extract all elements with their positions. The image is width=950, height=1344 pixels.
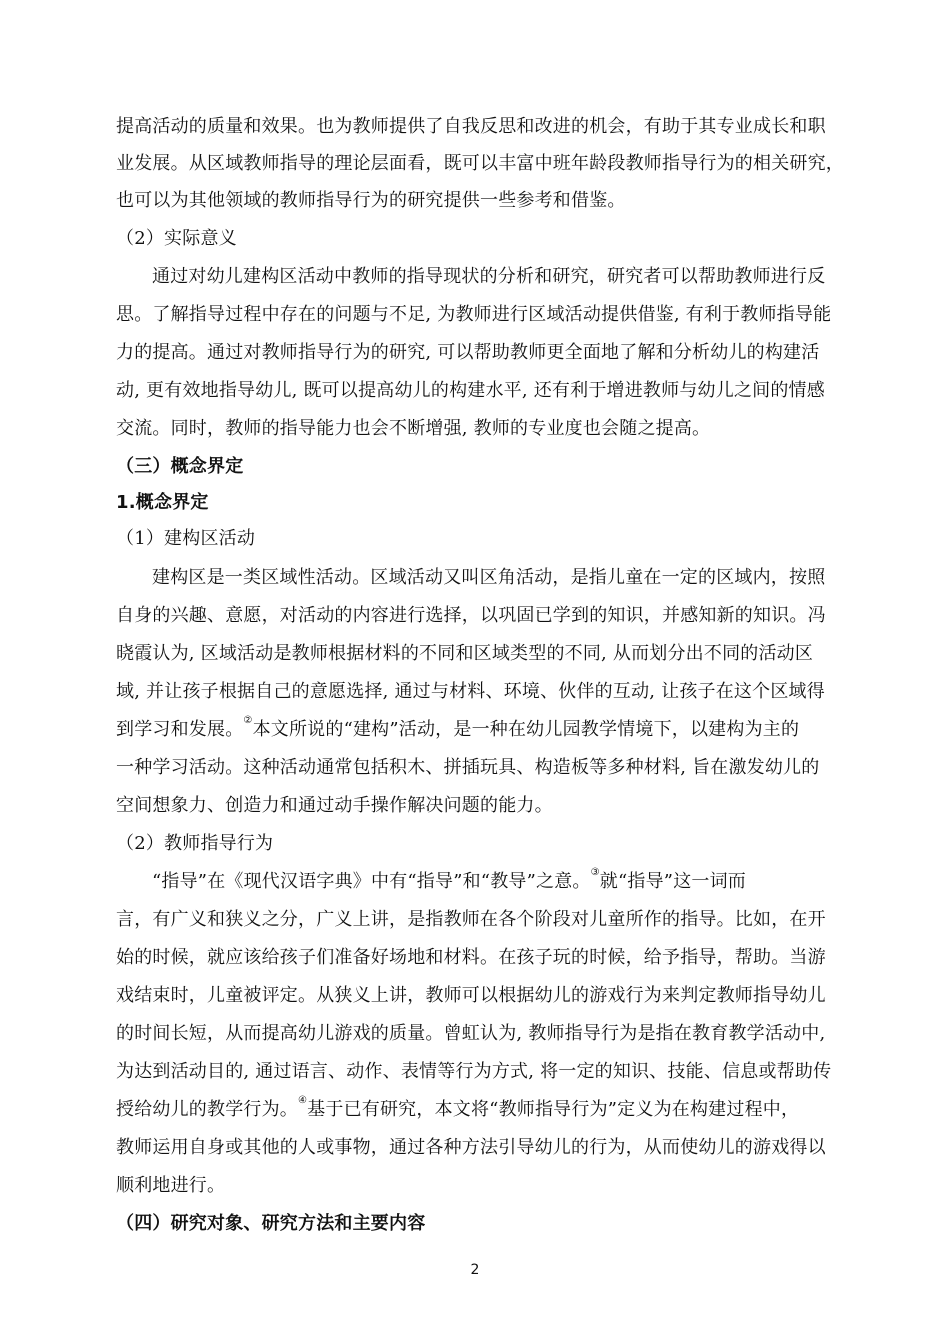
para4-line4: 戏结束时，儿童被评定。从狭义上讲，教师可以根据幼儿的游戏行为来判定教师指导幼儿 <box>116 985 826 1006</box>
para4-line5: 的时间长短，从而提高幼儿游戏的质量。曾虹认为, 教师指导行为是指在教育教学活动中, <box>116 1023 826 1044</box>
para3-line1: 建构区是一类区域性活动。区域活动又叫区角活动，是指儿童在一定的区域内，按照 <box>152 567 826 588</box>
para2-line1: 通过对幼儿建构区活动中教师的指导现状的分析和研究，研究者可以帮助教师进行反 <box>152 266 826 287</box>
para3-line4: 域, 并让孩子根据自己的意愿选择, 通过与材料、环境、伙伴的互动, 让孩子在这个区域得 <box>116 681 825 702</box>
practical-heading: （2）实际意义 <box>116 228 237 249</box>
para4-line3: 始的时候，就应该给孩子们准备好场地和材料。在孩子玩的时候，给予指导，帮助。当游 <box>116 947 826 968</box>
para2-line3: 力的提高。通过对教师指导行为的研究, 可以帮助教师更全面地了解和分析幼儿的构建活 <box>116 342 820 363</box>
section3-heading: （三）概念界定 <box>116 456 244 477</box>
para3-line6: 一种学习活动。这种活动通常包括积木、拼插玩具、构造板等多种材料, 旨在激发幼儿的 <box>116 757 820 778</box>
para3-line5-text-a: 到学习和发展。 <box>116 719 244 740</box>
para3-line5 <box>116 715 800 742</box>
para4-line2: 言，有广义和狭义之分，广义上讲，是指教师在各个阶段对儿童所作的指导。比如，在开 <box>116 909 826 930</box>
guidance-heading: （2）教师指导行为 <box>116 833 274 854</box>
page-number: 2 <box>470 1262 480 1278</box>
para4-line7 <box>116 1095 800 1122</box>
para2-line4: 动, 更有效地指导幼儿, 既可以提高幼儿的构建水平, 还有利于增进教师与幼儿之间的情感 <box>116 380 825 401</box>
sub1-heading: 1.概念界定 <box>116 492 209 513</box>
footnote-ref-3: ③ <box>590 867 600 878</box>
para4-line9: 顺利地进行。 <box>116 1175 226 1196</box>
para1-line3: 也可以为其他领域的教师指导行为的研究提供一些参考和借鉴。 <box>116 190 626 211</box>
para4-line1-text-a: “指导”在《现代汉语字典》中有“指导”和“教导”之意。 <box>152 871 591 892</box>
para2-line2: 思。了解指导过程中存在的问题与不足, 为教师进行区域活动提供借鉴, 有利于教师指导能 <box>116 304 832 325</box>
para4-line8: 教师运用自身或其他的人或事物，通过各种方法引导幼儿的行为，从而使幼儿的游戏得以 <box>116 1137 826 1158</box>
section4-heading: （四）研究对象、研究方法和主要内容 <box>116 1213 426 1234</box>
footnote-ref-4: ④ <box>298 1095 308 1106</box>
construct-heading: （1）建构区活动 <box>116 528 256 549</box>
para1-line2: 业发展。从区域教师指导的理论层面看，既可以丰富中班年龄段教师指导行为的相关研究， <box>116 153 844 174</box>
para4-line7-text-b: 基于已有研究，本文将“教师指导行为”定义为在构建过程中， <box>307 1099 800 1120</box>
para4-line7-text-a: 授给幼儿的教学行为。 <box>116 1099 298 1120</box>
para3-line2: 自身的兴趣、意愿，对活动的内容进行选择，以巩固已学到的知识，并感知新的知识。冯 <box>116 605 826 626</box>
para3-line3: 晓霞认为, 区域活动是教师根据材料的不同和区域类型的不同, 从而划分出不同的活动区 <box>116 643 814 664</box>
para1-line1: 提高活动的质量和效果。也为教师提供了自我反思和改进的机会，有助于其专业成长和职 <box>116 116 826 137</box>
para3-line7: 空间想象力、创造力和通过动手操作解决问题的能力。 <box>116 795 553 816</box>
para4-line1-text-b: 就“指导”这一词而 <box>599 871 747 892</box>
footnote-ref-2: ② <box>243 715 253 726</box>
para4-line1 <box>152 867 747 894</box>
para2-line5: 交流。同时，教师的指导能力也会不断增强, 教师的专业度也会随之提高。 <box>116 418 711 439</box>
para3-line5-text-b: 本文所说的“建构”活动，是一种在幼儿园教学情境下，以建构为主的 <box>252 719 800 740</box>
para4-line6: 为达到活动目的, 通过语言、动作、表情等行为方式, 将一定的知识、技能、信息或帮助传 <box>116 1061 832 1082</box>
